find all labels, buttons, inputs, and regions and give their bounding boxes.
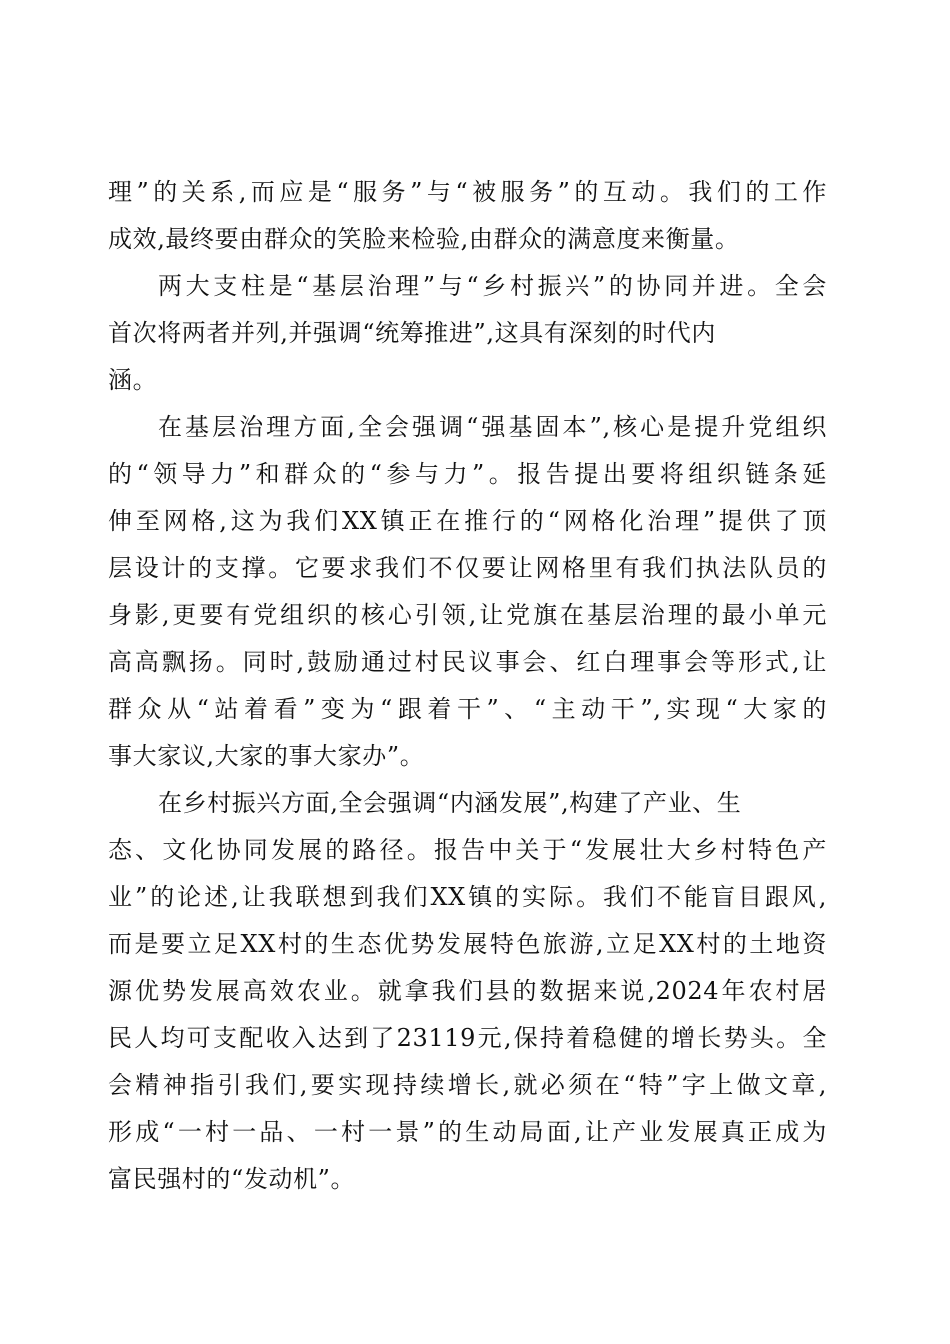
paragraph-line: 的“领导力”和群众的“参与力”。报告提出要将组织链条延 bbox=[108, 460, 827, 488]
paragraph-line: 源优势发展高效农业。就拿我们县的数据来说,2024年农村居 bbox=[108, 977, 827, 1005]
paragraph-line: 层设计的支撑。它要求我们不仅要让网格里有我们执法队员的 bbox=[108, 554, 827, 582]
paragraph-line: 群众从“站着看”变为“跟着干”、“主动干”,实现“大家的 bbox=[108, 695, 827, 723]
paragraph-line: 形成“一村一品、一村一景”的生动局面,让产业发展真正成为 bbox=[108, 1118, 827, 1146]
paragraph-line: 在乡村振兴方面,全会强调“内涵发展”,构建了产业、生 bbox=[158, 789, 742, 817]
paragraph-line: 事大家议,大家的事大家办”。 bbox=[108, 742, 425, 770]
paragraph-line: 高高飘扬。同时,鼓励通过村民议事会、红白理事会等形式,让 bbox=[108, 648, 827, 676]
paragraph-line: 而是要立足XX村的生态优势发展特色旅游,立足XX村的土地资 bbox=[108, 930, 827, 958]
paragraph-line: 在基层治理方面,全会强调“强基固本”,核心是提升党组织 bbox=[158, 413, 827, 441]
paragraph-line: 理”的关系,而应是“服务”与“被服务”的互动。我们的工作 bbox=[108, 178, 827, 206]
paragraph-line: 民人均可支配收入达到了23119元,保持着稳健的增长势头。全 bbox=[108, 1024, 827, 1052]
paragraph-line: 身影,更要有党组织的核心引领,让党旗在基层治理的最小单元 bbox=[108, 601, 827, 629]
paragraph-line: 两大支柱是“基层治理”与“乡村振兴”的协同并进。全会 bbox=[158, 272, 827, 300]
paragraph-line: 伸至网格,这为我们XX镇正在推行的“网格化治理”提供了顶 bbox=[108, 507, 827, 535]
paragraph-line: 成效,最终要由群众的笑脸来检验,由群众的满意度来衡量。 bbox=[108, 225, 740, 253]
paragraph-line: 涵。 bbox=[108, 366, 158, 394]
paragraph-line: 富民强村的“发动机”。 bbox=[108, 1165, 356, 1193]
paragraph-line: 业”的论述,让我联想到我们XX镇的实际。我们不能盲目跟风, bbox=[108, 883, 827, 911]
paragraph-line: 态、文化协同发展的路径。报告中关于“发展壮大乡村特色产 bbox=[108, 836, 827, 864]
paragraph-line: 首次将两者并列,并强调“统筹推进”,这具有深刻的时代内 bbox=[108, 319, 716, 347]
paragraph-line: 会精神指引我们,要实现持续增长,就必须在“特”字上做文章, bbox=[108, 1071, 827, 1099]
